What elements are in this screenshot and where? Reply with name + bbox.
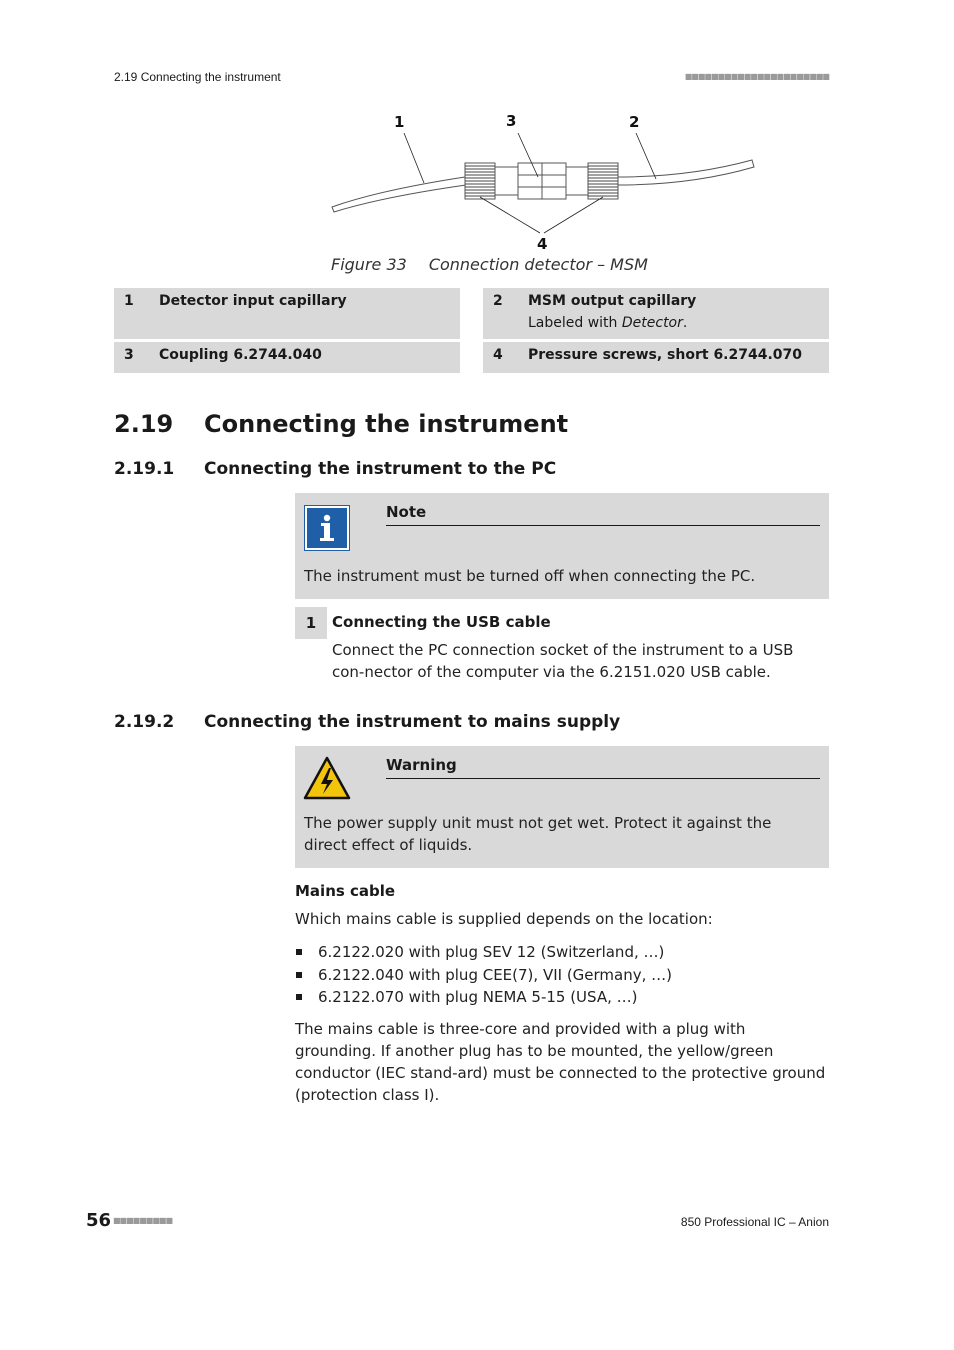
legend-subtitle — [528, 315, 687, 331]
product-name: 850 Professional IC – Anion — [680, 1215, 829, 1229]
figure-number: Figure 33 — [331, 255, 407, 274]
warning-rule — [386, 778, 820, 779]
page-number: 56 — [86, 1210, 112, 1231]
legend-sub-suffix: . — [682, 315, 688, 331]
warning-title: Warning — [386, 756, 457, 774]
legend-number: 2 — [493, 293, 503, 309]
step-text: Connect the PC connection socket of the instrument to a USB con-nector of the computer via the 6.2151.020 USB cable. — [332, 641, 794, 681]
legend-item — [483, 342, 829, 373]
legend-title: Coupling 6.2744.040 — [159, 347, 322, 363]
subsection-number: 2.19.2 — [114, 712, 175, 732]
list-item: 6.2122.070 with plug NEMA 5-15 (USA, …) — [295, 986, 672, 1009]
callout-3: 3 — [506, 112, 517, 130]
mains-intro: Which mains cable is supplied depends on the location: — [295, 910, 713, 928]
warning-box — [295, 746, 829, 868]
mains-body-text: The mains cable is three-core and provided with a plug with grounding. If another plug has to be mounted, the yellow/green conductor (IEC stand-ard) must be connected to the protective ground (protection class I). — [295, 1020, 826, 1104]
figure-title: Connection detector – MSM — [428, 255, 648, 274]
footer-dots: ■■■■■■■■■ — [113, 1216, 173, 1225]
legend-sub-prefix: Labeled with — [528, 315, 622, 331]
legend-item — [114, 288, 460, 339]
note-box — [295, 493, 829, 599]
warning-text: The power supply unit must not get wet. Protect it against the direct effect of liquids. — [304, 814, 772, 854]
legend-title: Pressure screws, short 6.2744.070 — [528, 347, 803, 363]
section-title: Connecting the instrument — [204, 410, 569, 438]
step-title: Connecting the USB cable — [332, 613, 551, 631]
step-number: 1 — [295, 607, 327, 639]
legend-number: 3 — [124, 347, 134, 363]
mains-cable-list — [295, 941, 672, 1009]
note-rule — [386, 525, 820, 526]
section-number: 2.19 — [114, 410, 174, 438]
subsection-title: Connecting the instrument to the PC — [204, 459, 557, 479]
subsection-heading — [114, 712, 620, 732]
subsection-number: 2.19.1 — [114, 459, 175, 479]
figure-caption — [331, 255, 648, 274]
info-icon — [304, 505, 350, 551]
high-voltage-icon — [303, 756, 351, 800]
running-header: 2.19 Connecting the instrument — [114, 70, 281, 84]
legend-title: MSM output capillary — [528, 293, 697, 309]
subsection-heading — [114, 459, 556, 479]
legend-title: Detector input capillary — [159, 293, 347, 309]
header-dots: ■■■■■■■■■■■■■■■■■■■■■■ — [684, 72, 829, 81]
legend-sub-italic: Detector — [621, 315, 683, 331]
note-text: The instrument must be turned off when connecting the PC. — [304, 567, 756, 585]
legend-number: 1 — [124, 293, 134, 309]
mains-heading: Mains cable — [295, 882, 396, 900]
list-item: 6.2122.020 with plug SEV 12 (Switzerland, …) — [295, 941, 672, 964]
list-item: 6.2122.040 with plug CEE(7), VII (Germany, …) — [295, 964, 672, 987]
callout-4: 4 — [537, 235, 548, 253]
legend-item — [483, 288, 829, 339]
subsection-title: Connecting the instrument to mains supply — [204, 712, 621, 732]
note-title: Note — [386, 503, 427, 521]
legend-number: 4 — [493, 347, 503, 363]
connection-figure — [320, 105, 770, 255]
section-heading — [114, 410, 568, 438]
legend-item — [114, 342, 460, 373]
callout-2: 2 — [629, 113, 640, 131]
callout-1: 1 — [394, 113, 405, 131]
